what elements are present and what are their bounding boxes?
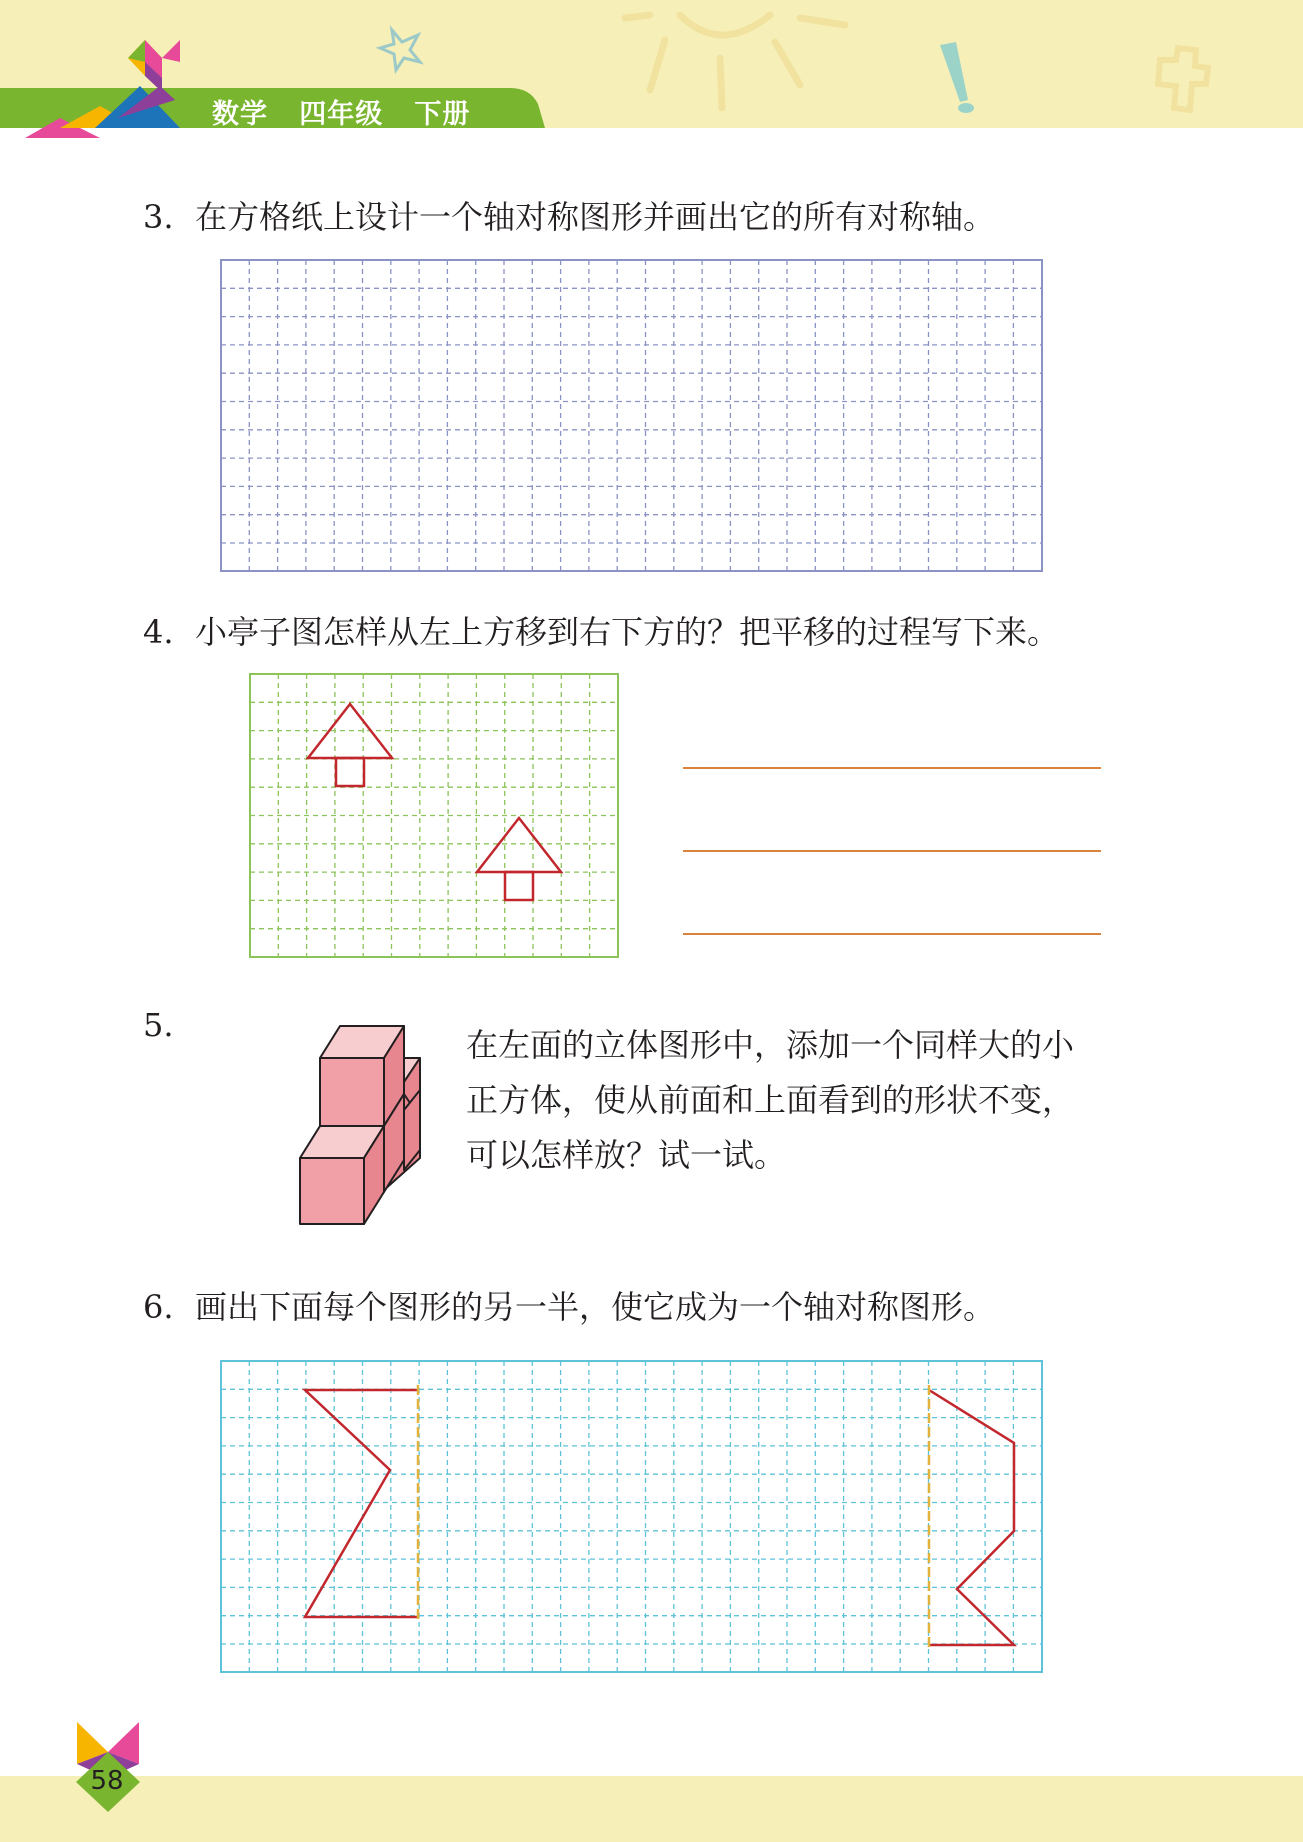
grid-border — [221, 1361, 1042, 1672]
question-5-line-1: 在左面的立体图形中，添加一个同样大的小 — [466, 1026, 1075, 1064]
grid-paper-q6[interactable] — [221, 1361, 1042, 1672]
grid-paper-q3[interactable] — [221, 260, 1042, 571]
pavilion-2-base — [505, 872, 533, 900]
question-number: 6. — [143, 1288, 174, 1326]
right-half-figure — [929, 1390, 1014, 1645]
pavilion-figures — [308, 704, 561, 900]
answer-lines[interactable] — [683, 768, 1101, 934]
half-figures — [305, 1385, 1014, 1650]
question-text: 小亭子图怎样从左上方移到右下方的？把平移的过程写下来。 — [195, 613, 1060, 651]
question-number: 3. — [143, 198, 174, 236]
question-number: 4. — [143, 613, 174, 651]
page-number: 58 — [90, 1766, 124, 1796]
cube-stack-figure — [300, 1026, 420, 1224]
question-text: 画出下面每个图形的另一半，使它成为一个轴对称图形。 — [195, 1288, 996, 1326]
question-text: 在方格纸上设计一个轴对称图形并画出它的所有对称轴。 — [195, 198, 996, 236]
pavilion-1-base — [336, 758, 364, 786]
book-title: 数学 四年级 下册 — [212, 99, 471, 130]
grid-paper-q4 — [250, 674, 618, 957]
pavilion-2-roof — [477, 818, 561, 872]
question-number: 5. — [143, 1006, 174, 1044]
question-5-line-2: 正方体，使从前面和上面看到的形状不变， — [466, 1081, 1075, 1119]
grid-border — [221, 260, 1042, 571]
question-5-line-3: 可以怎样放？试一试。 — [466, 1136, 787, 1174]
left-half-figure — [305, 1390, 418, 1617]
